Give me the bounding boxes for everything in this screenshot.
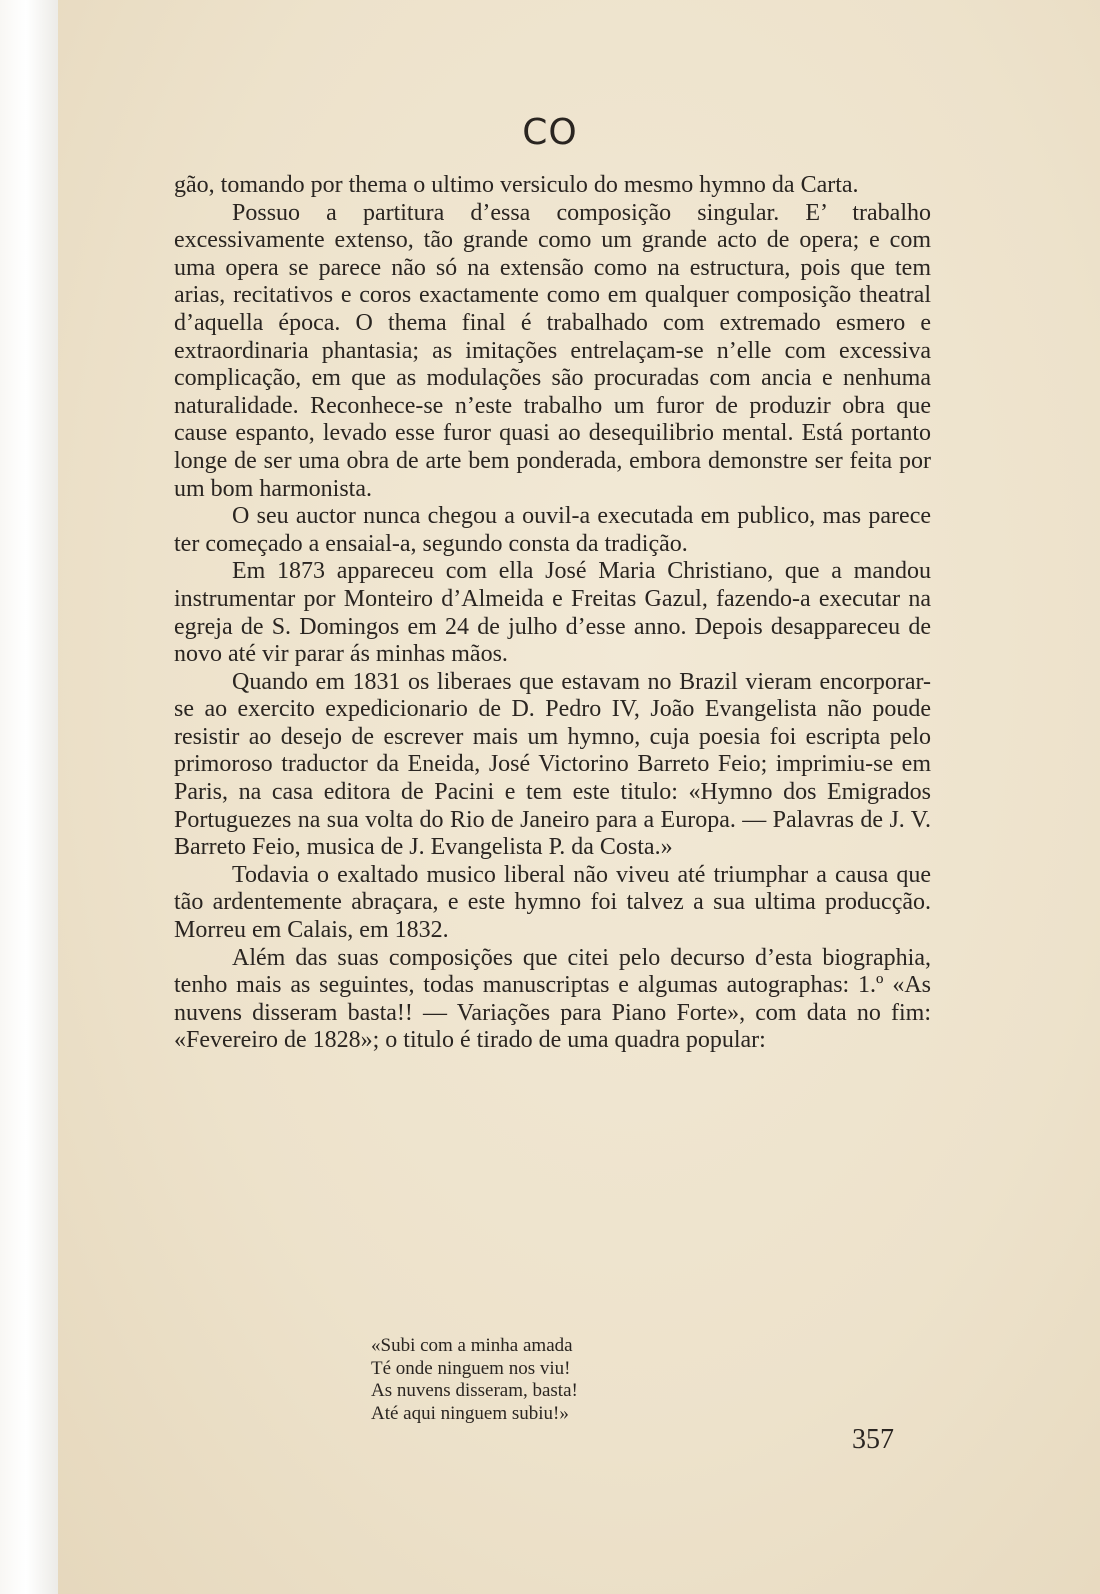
paragraph: Quando em 1831 os liberaes que estavam no Brazil vieram encorporar-se ao exercito expedicionario de D. Pedro IV, João Evangelista não poude resistir ao desejo de escrever mais um hymno, cuja poesia foi escripta pelo primoroso traductor da Eneida, José Victorino Barreto Feio; imprimiu-se em Paris, na casa editora de Pacini e tem este titulo: «Hymno dos Emigrados Portuguezes na sua volta do Rio de Janeiro para a Europa. — Palavras de J. V. Barreto Feio, musica de J. Evangelista P. da Costa.» bbox=[174, 668, 931, 861]
paragraph: Todavia o exaltado musico liberal não viveu até triumphar a causa que tão ardentemente abraçara, e este hymno foi talvez a sua ultima producção. Morreu em Calais, em 1832. bbox=[174, 861, 931, 944]
paragraph: O seu auctor nunca chegou a ouvil-a executada em publico, mas parece ter começado a ensaial-a, segundo consta da tradição. bbox=[174, 503, 931, 557]
page-number: 357 bbox=[852, 1424, 894, 1455]
verse-line: As nuvens disseram, basta! bbox=[371, 1380, 578, 1401]
paragraph: Em 1873 appareceu com ella José Maria Christiano, que a mandou instrumentar por Monteiro d’Almeida e Freitas Gazul, fazendo-a executar na egreja de S. Domingos em 24 de julho d’esse anno. Depois desappareceu de novo até vir parar ás minhas mãos. bbox=[174, 558, 931, 668]
running-header: CO bbox=[522, 112, 578, 153]
paragraph: Possuo a partitura d’essa composição singular. E’ trabalho excessivamente extenso, tão grande como um grande acto de opera; e com uma opera se parece não só na extensão como na estructura, pois que tem arias, recitativos e coros exactamente como em qualquer composição theatral d’aquella época. O thema final é trabalhado com extremado esmero e extraordinaria phantasia; as imitações entrelaçam-se n’elle com excessiva complicação, em que as modulações são procuradas com ancia e nenhuma naturalidade. Reconhece-se n’este trabalho um furor de produzir obra que cause espanto, levado esse furor quasi ao desequilibrio mental. Está portanto longe de ser uma obra de arte bem ponderada, embora demonstre ser feita por um bom harmonista. bbox=[174, 199, 931, 502]
verse-quote bbox=[371, 1335, 691, 1425]
verse-line: Até aqui ninguem subiu!» bbox=[371, 1402, 569, 1424]
paragraph: Além das suas composições que citei pelo decurso d’esta biographia, tenho mais as seguintes, todas manuscriptas e algumas autographas: 1.º «As nuvens disseram basta!! — Variações para Piano Forte», com data no fim: «Fevereiro de 1828»; o titulo é tirado de uma quadra popular: bbox=[174, 944, 931, 1054]
paragraph-continuation: gão, tomando por thema o ultimo versiculo do mesmo hymno da Carta. bbox=[174, 172, 859, 198]
verse-line: «Subi com a minha amada bbox=[371, 1335, 573, 1356]
book-page bbox=[58, 0, 1100, 1594]
body-text bbox=[174, 172, 931, 1055]
binding-edge bbox=[0, 0, 58, 1594]
verse-line: Té onde ninguem nos viu! bbox=[371, 1357, 571, 1379]
